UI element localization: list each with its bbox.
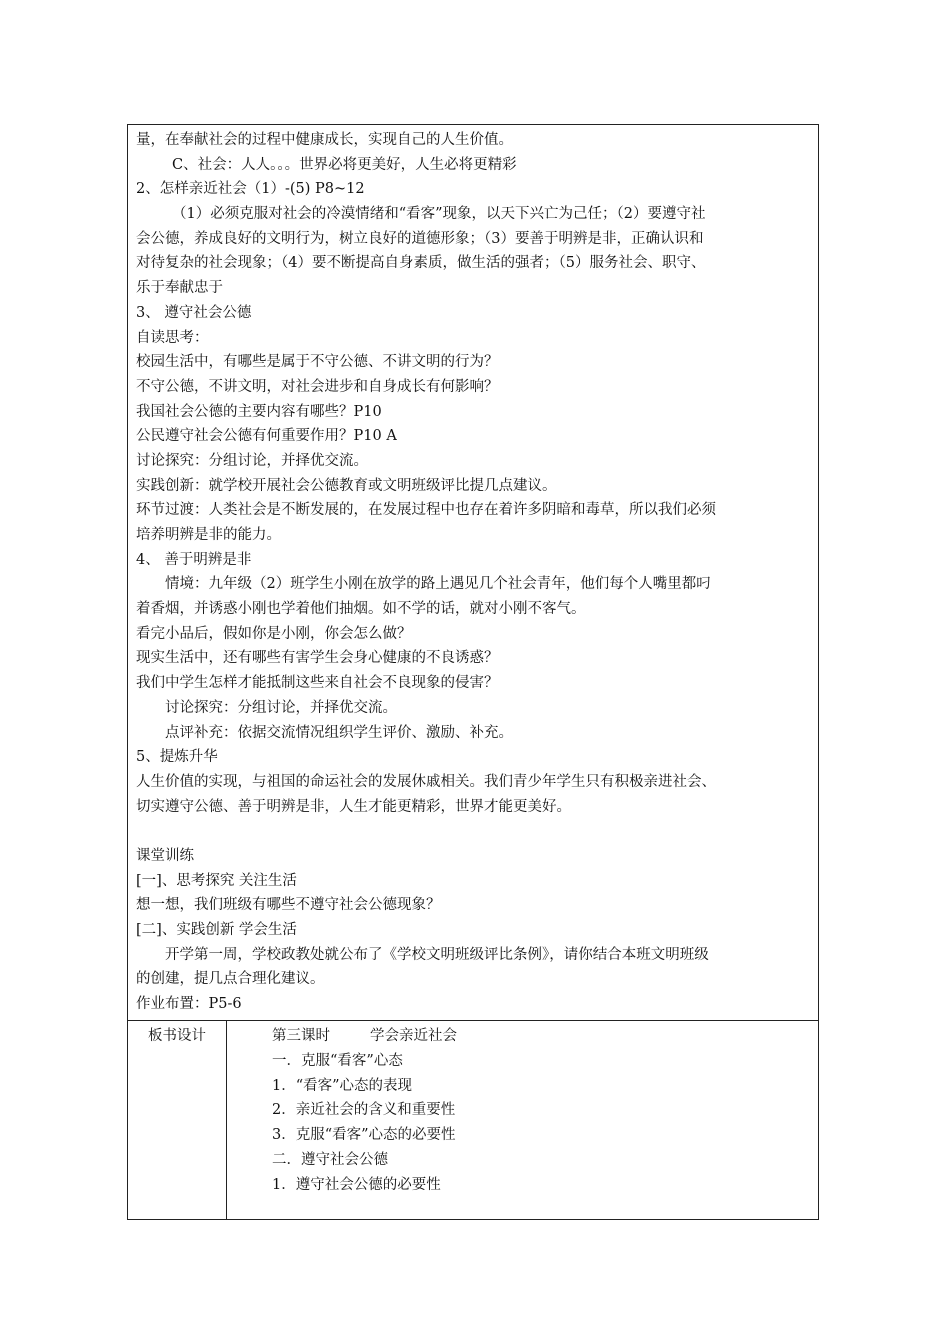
text-line: 作业布置：P5-6 [136, 996, 242, 1013]
text-line: 切实遵守公德、善于明辨是非，人生才能更精彩，世界才能更美好。 [136, 798, 571, 815]
board-item: 1．“看客”心态的表现 [272, 1077, 413, 1094]
section-heading: 2、怎样亲近社会（1）-(5) P8~12 [136, 181, 365, 198]
text-line: 不守公德，不讲文明，对社会进步和自身成长有何影响？ [136, 378, 499, 395]
text-line: 开学第一周，学校政教处就公布了《学校文明班级评比条例》，请你结合本班文明班级 [165, 946, 709, 963]
text-line: 讨论探究：分组讨论，并择优交流。 [165, 699, 397, 716]
text-line: 着香烟，并诱惑小刚也学着他们抽烟。如不学的话，就对小刚不客气。 [136, 601, 586, 618]
text-line: [二]、实践创新 学会生活 [136, 922, 297, 938]
text-line: 讨论探究：分组讨论，并择优交流。 [136, 452, 368, 469]
text-line: [一]、思考探究 关注生活 [136, 872, 297, 889]
board-item: 一．克服“看客”心态 [272, 1052, 403, 1069]
blank-line [136, 819, 810, 844]
board-item: 1．遵守社会公德的必要性 [272, 1176, 441, 1193]
board-item: 二．遵守社会公德 [272, 1151, 388, 1168]
text-line: 公民遵守社会公德有何重要作用？P10 A [136, 428, 397, 445]
text-line: 人生价值的实现，与祖国的命运社会的发展休戚相关。我们青少年学生只有积极亲进社会、 [136, 773, 716, 790]
text-line: 对待复杂的社会现象；（4）要不断提高自身素质，做生活的强者；（5）服务社会、职守、 [136, 255, 706, 272]
section-heading: 3、 遵守社会公德 [136, 304, 252, 321]
text-line: 看完小品后，假如你是小刚，你会怎么做？ [136, 625, 412, 642]
text-line: 情境：九年级（2）班学生小刚在放学的路上遇见几个社会青年，他们每个人嘴里都叼 [165, 576, 711, 593]
board-item: 3．克服“看客”心态的必要性 [272, 1127, 456, 1144]
section-heading: 4、 善于明辨是非 [136, 551, 252, 568]
text-line: 乐于奉献忠于 [136, 280, 223, 297]
section-heading: 课堂训练 [136, 847, 194, 864]
text-line: C、社会：人人。。。世界必将更美好，人生必将更精彩 [172, 156, 517, 173]
board-title-row [272, 1024, 818, 1049]
text-line: 实践创新：就学校开展社会公德教育或文明班级评比提几点建议。 [136, 477, 557, 494]
text-line: 培养明辨是非的能力。 [136, 527, 281, 543]
board-design-label: 板书设计 [128, 1021, 227, 1219]
text-line: 想一想，我们班级有哪些不遵守社会公德现象？ [136, 897, 441, 914]
section-heading: 5、提炼升华 [136, 749, 218, 766]
lesson-title: 学会亲近社会 [370, 1028, 457, 1044]
board-item: 2．亲近社会的含义和重要性 [272, 1102, 456, 1119]
text-line: 校园生活中，有哪些是属于不守公德、不讲文明的行为？ [136, 354, 499, 371]
board-design-content [227, 1021, 818, 1219]
text-line: （1）必须克服对社会的冷漠情绪和“看客”现象，以天下兴亡为己任；（2）要遵守社 [172, 206, 706, 223]
text-line: 量，在奉献社会的过程中健康成长，实现自己的人生价值。 [136, 132, 513, 148]
text-line: 现实生活中，还有哪些有害学生会身心健康的不良诱惑？ [136, 650, 499, 667]
text-line: 会公德，养成良好的文明行为，树立良好的道德形象；（3）要善于明辨是非，正确认识和 [136, 230, 704, 247]
text-line: 点评补充：依据交流情况组织学生评价、激励、补充。 [165, 724, 513, 741]
lesson-body-cell [128, 125, 818, 1021]
text-line: 我国社会公德的主要内容有哪些？P10 [136, 403, 382, 420]
lesson-plan-table [127, 124, 819, 1220]
text-line: 自读思考： [136, 329, 209, 346]
text-line: 我们中学生怎样才能抵制这些来自社会不良现象的侵害？ [136, 675, 499, 692]
lesson-number: 第三课时 [272, 1028, 330, 1044]
text-line: 环节过渡：人类社会是不断发展的，在发展过程中也存在着许多阴暗和毒草，所以我们必须 [136, 502, 716, 519]
text-line: 的创建，提几点合理化建议。 [136, 971, 325, 988]
